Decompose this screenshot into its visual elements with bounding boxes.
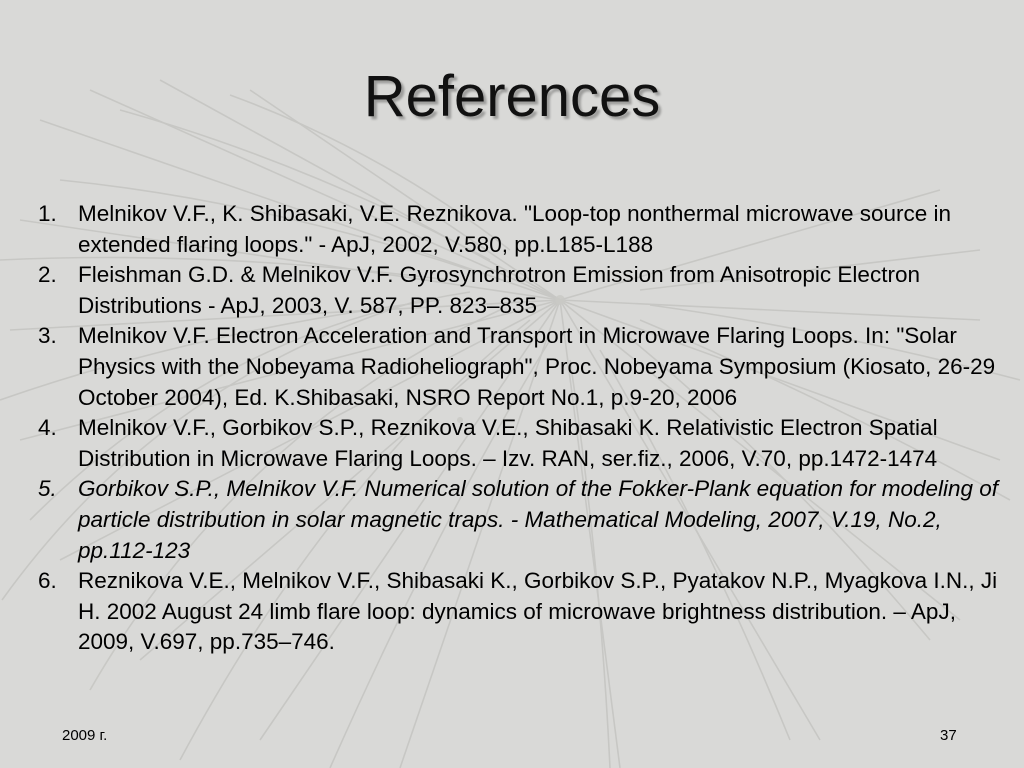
reference-text: Melnikov V.F., Gorbikov S.P., Reznikova V.E., Shibasaki K. Relativistic Electron Spatial Distribution in Microwave Flaring Loops. – Izv. RAN, ser.fiz., 2006, V.70, pp.1472-1474 bbox=[78, 415, 938, 471]
reference-item bbox=[38, 260, 1006, 321]
reference-number: 3. bbox=[38, 323, 57, 349]
reference-item bbox=[38, 566, 1006, 658]
references-list bbox=[38, 199, 1006, 658]
reference-item bbox=[38, 474, 1006, 566]
reference-item bbox=[38, 413, 1006, 474]
footer-date: 2009 г. bbox=[62, 727, 108, 744]
reference-item bbox=[38, 321, 1006, 413]
reference-text: Fleishman G.D. & Melnikov V.F. Gyrosynchrotron Emission from Anisotropic Electron Distributions - ApJ, 2003, V. 587, PP. 823–835 bbox=[78, 262, 920, 318]
reference-item bbox=[38, 199, 1006, 260]
slide-title: References bbox=[363, 64, 661, 129]
reference-number: 6. bbox=[38, 568, 57, 594]
reference-number: 2. bbox=[38, 262, 57, 288]
reference-text: Gorbikov S.P., Melnikov V.F. Numerical solution of the Fokker-Plank equation for modeling of particle distribution in solar magnetic traps. - Mathematical Modeling, 2007, V.19, No.2, pp.112-123 bbox=[78, 476, 999, 563]
reference-number: 1. bbox=[38, 201, 57, 226]
reference-text: Melnikov V.F. Electron Acceleration and Transport in Microwave Flaring Loops. In: "Solar Physics with the Nobeyama Radioheliograph", Proc. Nobeyama Symposium (Kiosato, 26-29 October 2004), Ed. K.Shibasaki, NSRO Report No.1, p.9-20, 2006 bbox=[78, 323, 996, 410]
reference-text: Reznikova V.E., Melnikov V.F., Shibasaki K., Gorbikov S.P., Pyatakov N.P., Myagkova I.N., Ji H. 2002 August 24 limb flare loop: dynamics of microwave brightness distribution. – ApJ, 2009, V.697, pp.735–746. bbox=[78, 568, 998, 655]
reference-number: 4. bbox=[38, 415, 57, 441]
reference-number: 5. bbox=[38, 476, 57, 502]
slide-number: 37 bbox=[940, 727, 957, 744]
reference-text: Melnikov V.F., K. Shibasaki, V.E. Reznikova. "Loop-top nonthermal microwave source in extended flaring loops." - ApJ, 2002, V.580, pp.L185-L188 bbox=[78, 201, 952, 257]
